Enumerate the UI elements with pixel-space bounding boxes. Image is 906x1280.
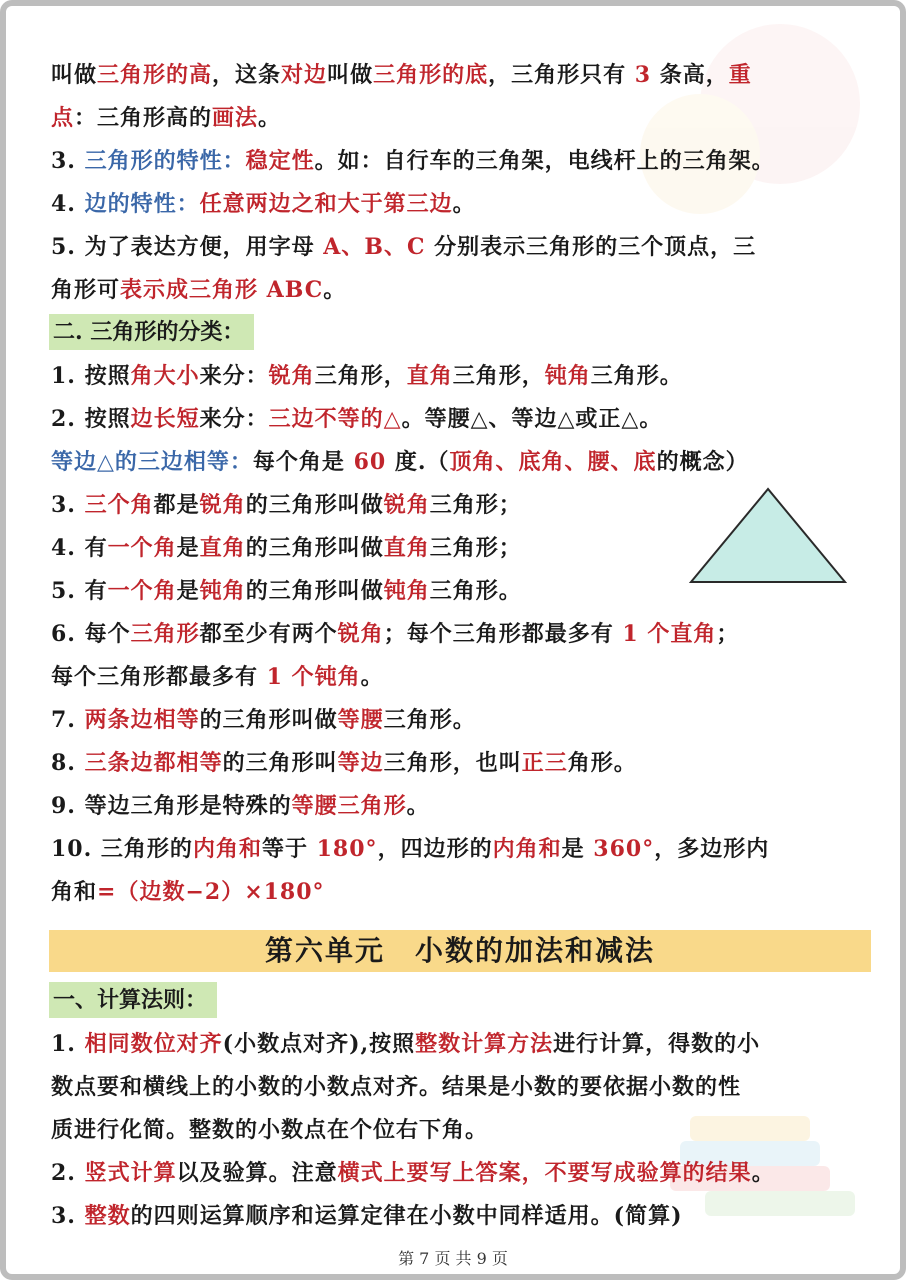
- text-segment: 是: [561, 836, 594, 862]
- text-line: [51, 447, 749, 477]
- text-line: [51, 189, 476, 219]
- page-footer: 第 7 页 共 9 页: [398, 1249, 508, 1268]
- highlight-segment: 竖式计算: [84, 1160, 177, 1186]
- text-segment: 1. 按照: [51, 363, 131, 389]
- highlight-segment: 整数计算方法: [415, 1031, 554, 1057]
- text-line: [51, 103, 281, 133]
- highlight-segment: 钝角: [544, 363, 591, 389]
- text-segment: 是: [176, 578, 200, 604]
- highlight-segment: 等边△的三边相等：: [51, 449, 253, 475]
- triangle-figure: [688, 486, 848, 586]
- highlight-segment: 整数: [84, 1203, 131, 1229]
- watermark-decoration: [580, 14, 880, 234]
- text-segment: 叫做: [51, 62, 98, 88]
- text-segment: 三角形，: [452, 363, 545, 389]
- text-segment: 数点要和横线上的小数的小数点对齐。结果是小数的要依据小数的性: [51, 1074, 742, 1100]
- text-segment: 三角形，: [314, 363, 407, 389]
- text-line: [51, 232, 756, 262]
- text-line: [51, 361, 683, 391]
- highlight-segment: 180°: [316, 836, 378, 862]
- text-segment: 三角形；: [429, 535, 522, 561]
- text-segment: ；每个三角形都最多有: [383, 621, 623, 647]
- text-segment: 条高，: [651, 62, 729, 88]
- highlight-segment: 稳定性: [245, 148, 315, 174]
- text-segment: 的三角形叫做: [245, 578, 384, 604]
- text-line: [51, 1029, 760, 1059]
- text-segment: 都是: [153, 492, 200, 518]
- text-line: [51, 490, 522, 520]
- text-segment: 2.: [51, 1160, 85, 1186]
- highlight-segment: 三角形的底: [373, 62, 489, 88]
- highlight-segment: 等腰: [337, 707, 384, 733]
- text-segment: 三角形，也叫: [383, 750, 522, 776]
- text-segment: 9. 等边三角形是特殊的: [51, 793, 292, 819]
- text-segment: ，这条: [212, 62, 282, 88]
- text-segment: 三角形；: [429, 492, 522, 518]
- text-segment: 5. 有: [51, 578, 108, 604]
- highlight-segment: 内角和: [492, 836, 562, 862]
- text-line: [51, 1072, 741, 1102]
- highlight-segment: 等边: [337, 750, 384, 776]
- text-segment: 的概念）: [656, 449, 749, 475]
- highlight-segment: 内角和: [192, 836, 262, 862]
- text-segment: 4.: [51, 191, 85, 217]
- text-segment: 3.: [51, 148, 85, 174]
- highlight-segment: 三边不等的△: [268, 406, 402, 432]
- text-segment: 进行计算，得数的小: [553, 1031, 761, 1057]
- text-segment: 是: [176, 535, 200, 561]
- text-segment: 度.（: [386, 449, 450, 475]
- highlight-segment: 三个角: [84, 492, 154, 518]
- text-segment: 3.: [51, 492, 85, 518]
- highlight-segment: 锐角: [337, 621, 384, 647]
- text-segment: 7.: [51, 707, 85, 733]
- highlight-segment: 一个角: [107, 535, 177, 561]
- highlight-segment: 1 个钝角: [266, 664, 361, 690]
- text-segment: ；: [716, 621, 740, 647]
- highlight-segment: 三角形的特性：: [84, 148, 246, 174]
- highlight-segment: 锐角: [268, 363, 315, 389]
- text-line: [51, 705, 476, 735]
- highlight-segment: 三角形: [130, 621, 200, 647]
- text-segment: 。: [452, 191, 476, 217]
- highlight-segment: 重: [728, 62, 752, 88]
- highlight-segment: 锐角: [383, 492, 430, 518]
- text-segment: 。: [323, 277, 347, 303]
- highlight-segment: =（边数−2）×180°: [97, 879, 325, 905]
- text-segment: ：三角形高的: [74, 105, 213, 131]
- text-segment: 的四则运算顺序和运算定律在小数中同样适用。(简算): [130, 1203, 683, 1229]
- text-line: [51, 662, 384, 692]
- highlight-segment: 对边: [281, 62, 328, 88]
- text-line: [51, 146, 775, 176]
- highlight-segment: 角大小: [130, 363, 200, 389]
- text-segment: 三角形。: [383, 707, 476, 733]
- text-segment: 来分：: [199, 363, 269, 389]
- text-line: [51, 748, 637, 778]
- text-segment: 5. 为了表达方便，用字母: [51, 234, 324, 260]
- text-segment: 三角形。: [590, 363, 683, 389]
- text-segment: 的三角形叫做: [199, 707, 338, 733]
- text-line: [51, 834, 769, 864]
- highlight-segment: 3: [634, 62, 652, 88]
- text-segment: 1.: [51, 1031, 85, 1057]
- text-segment: 10. 三角形的: [51, 836, 193, 862]
- highlight-segment: 直角: [199, 535, 246, 561]
- text-segment: ，三角形只有: [488, 62, 635, 88]
- highlight-segment: 边的特性：: [84, 191, 200, 217]
- text-segment: 。: [751, 1160, 775, 1186]
- text-line: [51, 1201, 682, 1231]
- text-segment: 。: [258, 105, 282, 131]
- highlight-segment: 60: [353, 449, 387, 475]
- highlight-segment: 锐角: [199, 492, 246, 518]
- highlight-segment: A、B、C: [323, 234, 426, 260]
- text-segment: 的三角形叫: [222, 750, 338, 776]
- text-segment: 来分：: [199, 406, 269, 432]
- highlight-segment: 边长短: [130, 406, 200, 432]
- text-line: [51, 791, 430, 821]
- text-line: [51, 533, 522, 563]
- highlight-segment: 两条边相等: [84, 707, 200, 733]
- text-segment: 6. 每个: [51, 621, 131, 647]
- text-segment: 每个三角形都最多有: [51, 664, 267, 690]
- highlight-segment: 正三: [521, 750, 568, 776]
- highlight-segment: 三角形的高: [97, 62, 213, 88]
- text-segment: 。: [360, 664, 384, 690]
- text-segment: 的三角形叫做: [245, 492, 384, 518]
- text-segment: 叫做: [327, 62, 374, 88]
- text-line: [51, 1115, 488, 1145]
- text-line: [51, 275, 346, 305]
- highlight-segment: 一个角: [107, 578, 177, 604]
- text-line: [51, 60, 752, 90]
- highlight-segment: 任意两边之和大于第三边: [199, 191, 453, 217]
- text-segment: 质进行化简。整数的小数点在个位右下角。: [51, 1117, 489, 1143]
- text-segment: 都至少有两个: [199, 621, 338, 647]
- highlight-segment: 直角: [406, 363, 453, 389]
- highlight-segment: 三条边都相等: [84, 750, 223, 776]
- text-line: [51, 619, 739, 649]
- text-line: [51, 1158, 775, 1188]
- text-segment: 每个角是: [252, 449, 354, 475]
- highlight-segment: 钝角: [199, 578, 246, 604]
- highlight-segment: 360°: [593, 836, 655, 862]
- section-heading-classification: 二. 三角形的分类：: [49, 314, 254, 350]
- highlight-segment: 钝角: [383, 578, 430, 604]
- highlight-segment: 1 个直角: [622, 621, 717, 647]
- text-segment: 角形可: [51, 277, 121, 303]
- text-segment: (小数点对齐),按照: [222, 1031, 416, 1057]
- text-segment: 4. 有: [51, 535, 108, 561]
- text-segment: 三角形。: [429, 578, 522, 604]
- text-segment: 角和: [51, 879, 98, 905]
- highlight-segment: 表示成三角形 ABC: [120, 277, 324, 303]
- text-segment: ，四边形的: [377, 836, 493, 862]
- highlight-segment: 顶角、底角、腰、底: [449, 449, 657, 475]
- highlight-segment: 等腰三角形: [291, 793, 407, 819]
- text-line: [51, 576, 522, 606]
- text-segment: 以及验算。注意: [176, 1160, 338, 1186]
- text-segment: ，多边形内: [654, 836, 770, 862]
- unit-title: 第六单元 小数的加法和减法: [49, 930, 871, 972]
- text-segment: 。如：自行车的三角架，电线杆上的三角架。: [314, 148, 775, 174]
- text-segment: 等于: [261, 836, 317, 862]
- highlight-segment: 横式上要写上答案，不要写成验算的结果: [337, 1160, 752, 1186]
- highlight-segment: 点: [51, 105, 75, 131]
- text-segment: 。等腰△、等边△或正△。: [401, 406, 663, 432]
- text-segment: 。: [406, 793, 430, 819]
- section-heading-rules: 一、计算法则：: [49, 982, 217, 1018]
- text-segment: 分别表示三角形的三个顶点，三: [425, 234, 757, 260]
- text-segment: 2. 按照: [51, 406, 131, 432]
- text-segment: 的三角形叫做: [245, 535, 384, 561]
- highlight-segment: 画法: [212, 105, 259, 131]
- text-segment: 3.: [51, 1203, 85, 1229]
- highlight-segment: 相同数位对齐: [84, 1031, 223, 1057]
- text-segment: 8.: [51, 750, 85, 776]
- text-line: [51, 404, 662, 434]
- text-line: [51, 877, 325, 907]
- text-segment: 角形。: [567, 750, 637, 776]
- highlight-segment: 直角: [383, 535, 430, 561]
